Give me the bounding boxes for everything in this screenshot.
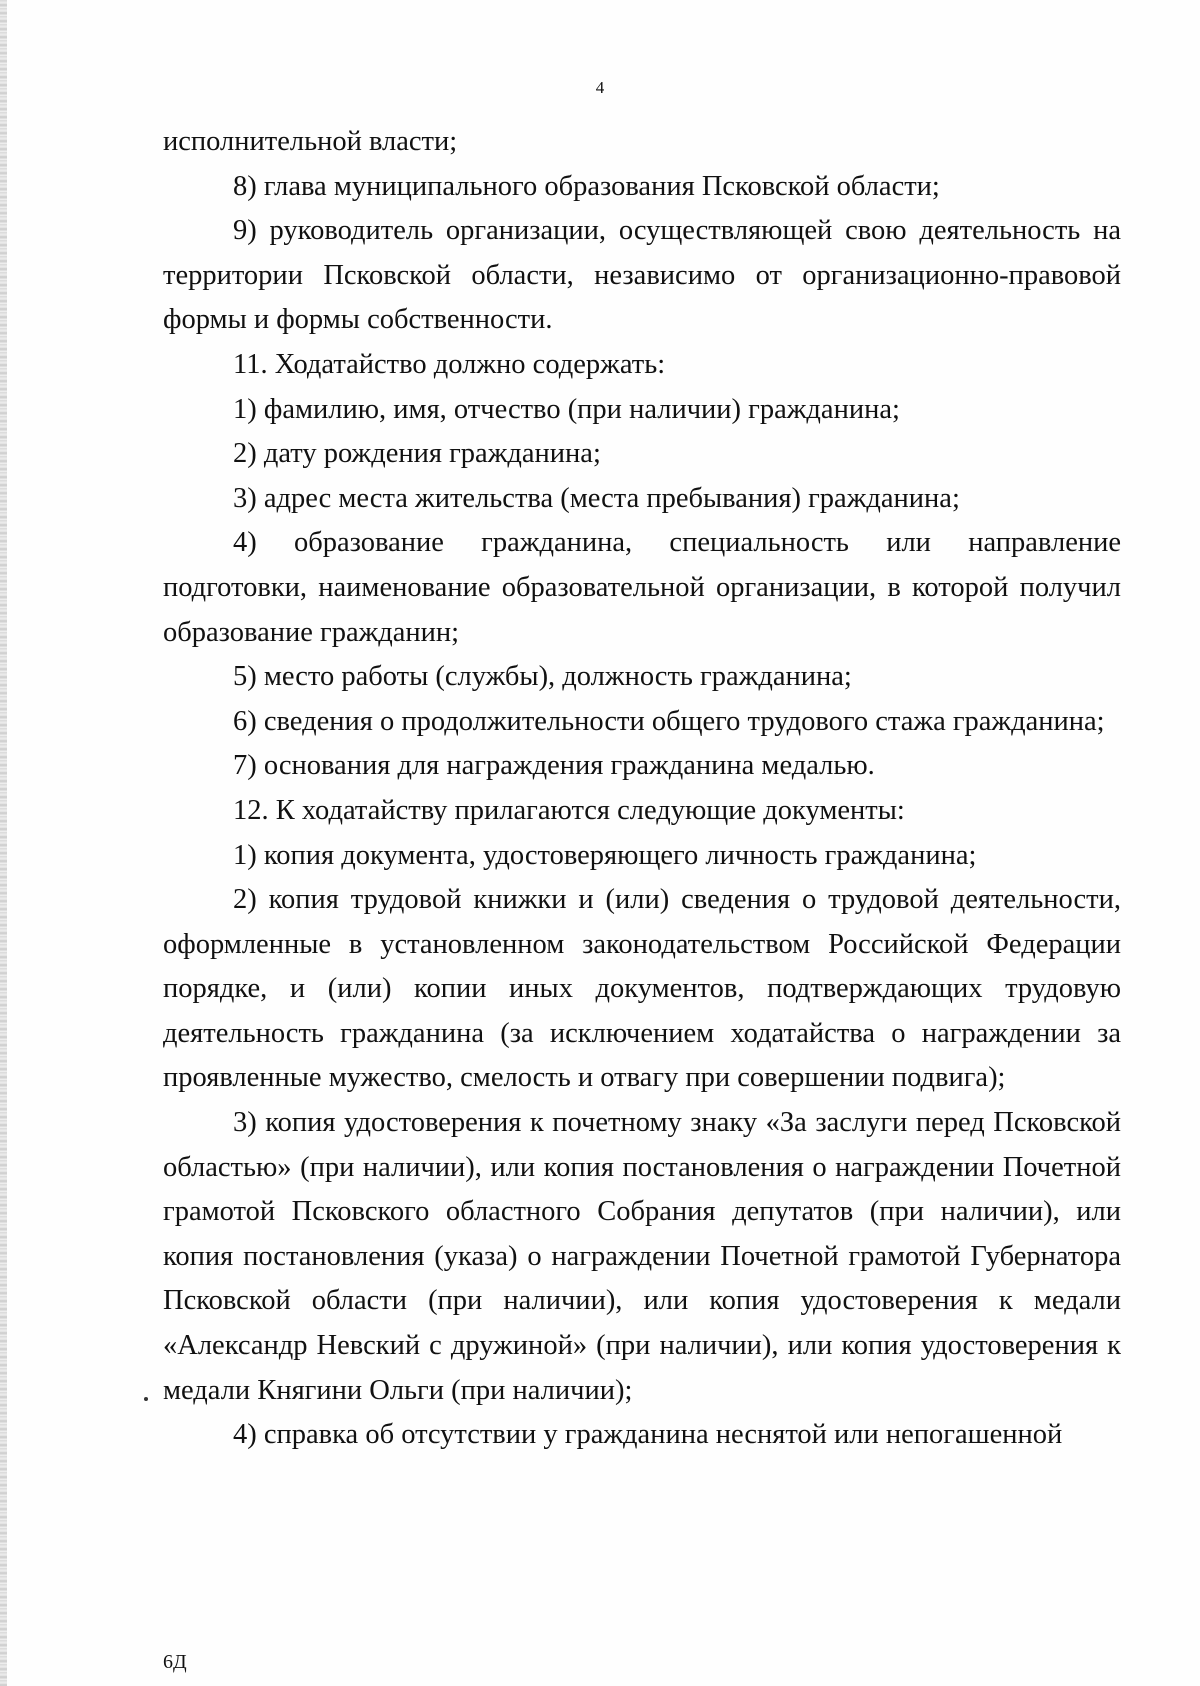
clause-11-item-5: 5) место работы (службы), должность гражданина;	[233, 661, 852, 693]
footer-code: 6Д	[163, 1651, 187, 1673]
scan-binding-edge	[0, 0, 7, 1686]
clause-11-item-7: 7) основания для награждения гражданина медалью.	[233, 750, 875, 782]
clause-11-item-6: 6) сведения о продолжительности общего трудового стажа гражданина;	[233, 705, 1105, 737]
page-number: 4	[595, 78, 605, 97]
clause-12-item-2: 2) копия трудовой книжки и (или) сведения о трудовой деятельности, оформленные в установленном законодательством Российской Федерации порядке, и (или) копии иных документов, подтверждающих трудовую деятельность гражданина (за исключением ходатайства о награждении за проявленные мужество, смелость и отвагу при совершении подвига);	[163, 884, 1121, 1094]
list-item-8: 8) глава муниципального образования Псковской области;	[233, 170, 940, 202]
scan-artifact-dot	[144, 1397, 148, 1401]
clause-11-item-2: 2) дату рождения гражданина;	[233, 438, 601, 470]
clause-11-item-4: 4) образование гражданина, специальность или направление подготовки, наименование образовательной организации, в которой получил образование гражданин;	[163, 527, 1121, 648]
document-body	[163, 120, 1121, 1458]
clause-11-item-1: 1) фамилию, имя, отчество (при наличии) гражданина;	[233, 393, 900, 425]
clause-11-heading: 11. Ходатайство должно содержать:	[233, 348, 666, 380]
clause-11-item-3: 3) адрес места жительства (места пребывания) гражданина;	[233, 482, 960, 514]
clause-12-item-1: 1) копия документа, удостоверяющего личность гражданина;	[233, 839, 977, 871]
paragraph-continuation: исполнительной власти;	[163, 126, 458, 157]
clause-12-heading: 12. К ходатайству прилагаются следующие документы:	[233, 794, 905, 826]
clause-12-item-3: 3) копия удостоверения к почетному знаку «За заслуги перед Псковской областью» (при наличии), или копия постановления о награждении Почетной грамотой Псковского областного Собрания депутатов (при наличии), или копия постановления (указа) о награждении Почетной грамотой Губернатора Псковской области (при наличии), или копия удостоверения к медали «Александр Невский с дружиной» (при наличии), или копия удостоверения к медали Княгини Ольги (при наличии);	[163, 1107, 1121, 1406]
list-item-9: 9) руководитель организации, осуществляющей свою деятельность на территории Псковской области, независимо от организационно-правовой формы и формы собственности.	[163, 215, 1121, 336]
clause-12-item-4: 4) справка об отсутствии у гражданина неснятой или непогашенной	[233, 1419, 1063, 1451]
